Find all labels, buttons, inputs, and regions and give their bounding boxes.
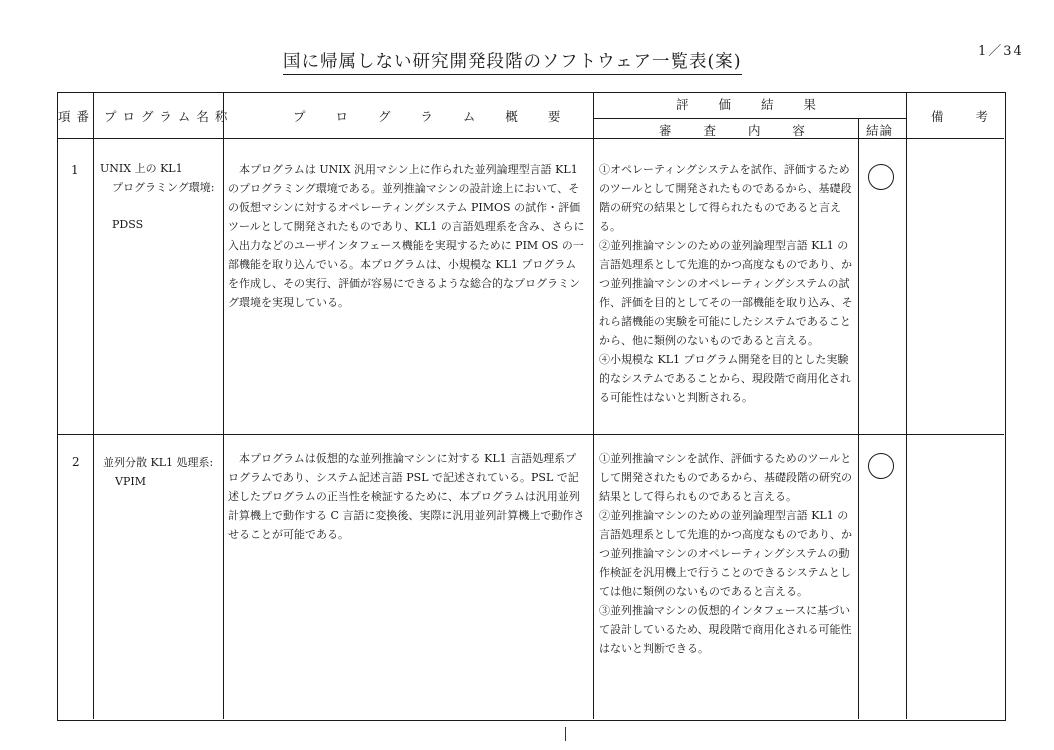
header-item-no: 項 番 — [58, 109, 90, 124]
row-1-program-name — [100, 159, 225, 234]
header-remarks: 備 考 — [931, 109, 1002, 124]
row-1-review-point-3: ④小規模な KL1 プログラム開発を目的とした実験的なシステムであることから、現段階で商用化される可能性はないと判断される。 — [599, 353, 851, 404]
row-2-no: 2 — [72, 455, 80, 469]
row-2-name-line1: 並列分散 KL1 処理系: — [103, 456, 214, 469]
col-divider-review — [858, 118, 859, 719]
page-title: 国に帰属しない研究開発段階のソフトウェア一覧表(案) — [283, 48, 742, 75]
header-evaluation-result: 評 価 結 果 — [676, 97, 829, 112]
row-2-conclusion-circle-mark — [868, 453, 894, 479]
row-1-name-line3: PDSS — [112, 218, 144, 231]
row-2-overview: 本プログラムは仮想的な並列推論マシンに対する KL1 言語処理系プログラムであり、システム記述言語 PSL で記述されている。PSL で記述したプログラムの正当性を検証するために、本プログラムは汎用並列計算機上で動作する C 言語に変換後、実際に汎用並列計算機上で動作させることが可能である。 — [228, 452, 585, 541]
header-conclusion: 結論 — [866, 123, 894, 138]
row-1-review — [599, 160, 854, 407]
row-2-review-point-2: ②並列推論マシンのための並列論理型言語 KL1 の言語処理系として先進的かつ高度なものであり、かつ並列推論マシンのオペレーティングシステムの動作検証を汎用機上で行うことのできるシステムとしては他に類例のないものであると言える。 — [599, 509, 852, 598]
row-1-conclusion-circle-mark — [868, 164, 894, 190]
row-2-program-name — [103, 453, 228, 491]
header-bottom-rule — [58, 138, 1004, 139]
row-1-no: 1 — [71, 163, 79, 177]
row-1-review-point-2: ②並列推論マシンのための並列論理型言語 KL1 の言語処理系として先進的かつ高度なものであり、かつ並列推論マシンのオペレーティングシステムの試作、評価を目的としてその一部機能を取り込み、それら諸機能の実験を可能にしたシステムであることから、他に類例のないものであると言える。 — [599, 239, 853, 347]
row-1-name-line2: プログラミング環境: — [112, 181, 215, 194]
col-divider-no — [93, 93, 94, 719]
col-divider-conclusion — [906, 93, 907, 719]
header-program-name: プ ロ グ ラ ム 名 称 — [104, 109, 229, 124]
header-review-content: 審 査 内 容 — [659, 123, 819, 138]
row-2-name-line2: VPIM — [115, 475, 146, 488]
row-1-review-point-1: ①オペレーティングシステムを試作、評価するためのツールとして開発されたものであるから、基礎段階の研究の結果として得られたものであると言える。 — [599, 163, 852, 233]
row-2-review — [599, 449, 854, 658]
header-program-overview: プ ロ グ ラ ム 概 要 — [293, 109, 574, 124]
row-divider-rule — [58, 434, 1004, 435]
scan-mark — [565, 727, 566, 741]
software-list-table — [57, 92, 1006, 721]
row-2-review-point-1: ①並列推論マシンを試作、評価するためのツールとして開発されたものであるから、基礎段階の研究の結果として得られものであると言える。 — [599, 452, 852, 503]
row-2-review-point-3: ③並列推論マシンの仮想的インタフェースに基づいて設計しているため、現段階で商用化される可能性はないと判断できる。 — [599, 604, 852, 655]
row-1-name-line1: UNIX 上の KL1 — [100, 162, 183, 175]
col-divider-overview — [593, 93, 594, 719]
page-number: 1／34 — [978, 44, 1024, 59]
row-1-overview: 本プログラムは UNIX 汎用マシン上に作られた並列論理型言語 KL1 のプログラミング環境である。並列推論マシンの設計途上において、その仮想マシンに対するオペレーティングシステム PIMOS の試作・評価ツールとして開発されたものであり、KL1 の言語処理系を含み、さらに入出力などのユーザインタフェース機能を実現するために PIM OS の一部機能を取り込んでいる。本プログラムは、小規模な KL1 プログラムを作成し、その実行、評価が容易にできるような総合的なプログラミング環境を実現している。 — [228, 163, 585, 309]
